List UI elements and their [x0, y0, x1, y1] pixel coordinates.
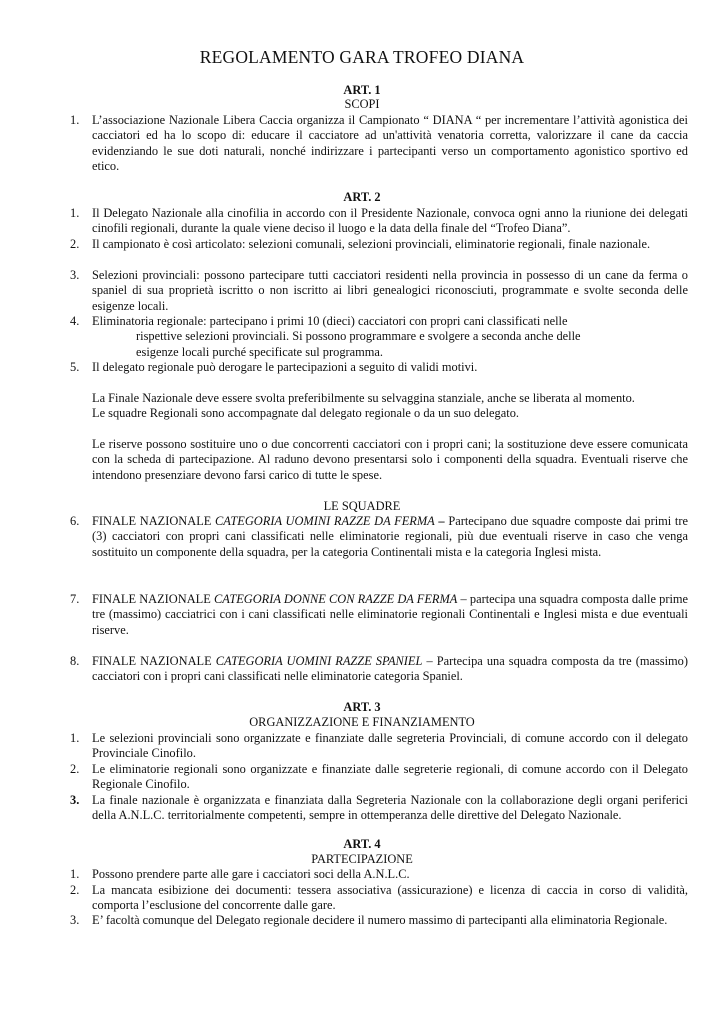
- item-lead: FINALE NAZIONALE: [92, 514, 216, 528]
- item-text: La mancata esibizione dei documenti: tessera associativa (assicurazione) e licenza di caccia in corso di validità, comporta l’esclusione del concorrente dalle gare.: [92, 883, 688, 913]
- art2-paragraph-riserve: Le riserve possono sostituire uno o due concorrenti cacciatori con i propri cani; la sostituzione deve essere comunicata con la scheda di partecipazione. Al raduno devono presentarsi solo i componenti della squadra. Eventuali riserve che intendono presenziare devono farsi carico di tutte le spese.: [92, 437, 688, 482]
- item-text: Il delegato regionale può derogare le partecipazioni a seguito di validi motivi.: [92, 360, 478, 374]
- art4-item-2: [70, 883, 688, 914]
- item-number: 3.: [70, 268, 80, 282]
- item-text: Le selezioni provinciali sono organizzate e finanziate dalle segreteria Provinciali, di comune accordo con il delegato Provinciale Cinofilo.: [92, 731, 688, 761]
- art3-heading: ART. 3: [343, 700, 381, 714]
- item-text: [92, 514, 688, 560]
- item-text: La finale nazionale è organizzata e finanziata dalla Segreteria Nazionale con la collaborazione degli organi periferici della A.N.L.C. territorialmente competenti, sempre in ottemperanza delle direttive del Delegato Nazionale.: [92, 793, 688, 823]
- item-number: 2.: [70, 883, 80, 897]
- item-text: [92, 314, 688, 360]
- item-lead: FINALE NAZIONALE: [92, 592, 214, 606]
- item-text-line: Eliminatoria regionale: partecipano i primi 10 (dieci) cacciatori con propri cani classificati nelle: [92, 314, 568, 328]
- item-text-line: rispettive selezioni provinciali. Si possono programmare e svolgere a seconda anche delle: [136, 329, 581, 344]
- item-text-line: esigenze locali purché specificate sul programma.: [136, 344, 384, 359]
- art3-item-3: [70, 793, 688, 824]
- item-text: Le eliminatorie regionali sono organizzate e finanziate dalle segreterie regionali, di comune accordo con il Delegato Regionale Cinofilo.: [92, 762, 688, 792]
- item-number: 8.: [70, 654, 80, 668]
- item-number: 4.: [70, 314, 80, 328]
- item-number: 2.: [70, 237, 80, 251]
- art4-item-1: [70, 867, 688, 882]
- art2-item-3: [70, 268, 688, 314]
- item-text: L’associazione Nazionale Libera Caccia organizza il Campionato “ DIANA “ per incrementare l’attività agonistica dei cacciatori ed ha lo scopo di: educare il cacciatore ad un'attività venatoria corretta, valorizzare il cane da caccia evidenziando le sue doti naturali, nonché indirizzare i partecipanti verso un comportamento agonistico sportivo ed etico.: [92, 113, 688, 174]
- art4-subheading: PARTECIPAZIONE: [311, 852, 413, 866]
- item-rest: Partecipano due squadre composte dai primi tre (3) cacciatori con propri cani classificati nelle eliminatorie regionali, più due eventuali riserve in caso che venga sostituito un componente della squadra, per la categoria Continentali mista e la categoria Inglesi mista.: [92, 514, 688, 559]
- document-title: REGOLAMENTO GARA TROFEO DIANA: [199, 47, 525, 67]
- item-dash: –: [434, 514, 449, 528]
- item-number: 2.: [70, 762, 80, 776]
- item-text: Il Delegato Nazionale alla cinofilia in accordo con il Presidente Nazionale, convoca ogni anno la riunione dei delegati cinofili regionali, durante la quale viene deciso il luogo e la data della finale del “Trofeo Diana”.: [92, 206, 688, 236]
- squadre-heading: LE SQUADRE: [323, 499, 401, 513]
- item-category: CATEGORIA UOMINI RAZZE DA FERMA: [215, 514, 435, 528]
- item-text: [92, 654, 688, 685]
- item-rest: Partecipa una squadra composta da tre (massimo) cacciatori con i propri cani classificati nelle eliminatorie categoria Spaniel.: [92, 654, 688, 684]
- art2-item-4: [70, 314, 688, 360]
- item-dash: –: [422, 654, 437, 668]
- item-category: CATEGORIA DONNE CON RAZZE DA FERMA: [213, 592, 458, 606]
- item-dash: –: [457, 592, 470, 606]
- item-text: Il campionato è così articolato: selezioni comunali, selezioni provinciali, eliminatorie regionali, finale nazionale.: [92, 237, 651, 251]
- art1-heading: ART. 1: [343, 83, 381, 97]
- item-number: 3.: [70, 913, 80, 927]
- item-text: [92, 592, 688, 638]
- item-text: Selezioni provinciali: possono partecipare tutti cacciatori residenti nella provincia in possesso di un cane da ferma o spaniel di sua proprietà iscritto o non iscritto ai libri genealogici riconosciuti, programmate e svolte seconda delle esigenze locali.: [92, 268, 688, 313]
- art2-item-1: [70, 206, 688, 237]
- item-number: 3.: [70, 793, 80, 807]
- item-number: 1.: [70, 731, 80, 745]
- item-number: 7.: [70, 592, 80, 606]
- item-number: 1.: [70, 113, 80, 127]
- art4-heading: ART. 4: [343, 837, 381, 851]
- art2-heading: ART. 2: [343, 190, 381, 204]
- item-number: 1.: [70, 206, 80, 220]
- item-text: E’ facoltà comunque del Delegato regionale decidere il numero massimo di partecipanti alla eliminatoria Regionale.: [92, 913, 668, 927]
- squadre-item-8: [70, 654, 688, 685]
- item-number: 6.: [70, 514, 80, 528]
- art2-item-5: [70, 360, 688, 375]
- art3-subheading: ORGANIZZAZIONE E FINANZIAMENTO: [249, 715, 475, 729]
- paragraph-line: Le squadre Regionali sono accompagnate dal delegato regionale o da un suo delegato.: [92, 406, 519, 421]
- art1-item-1: [70, 113, 688, 175]
- item-lead: FINALE NAZIONALE: [92, 654, 216, 668]
- art2-item-2: [70, 237, 688, 252]
- art3-item-2: [70, 762, 688, 793]
- art1-subheading: SCOPI: [344, 97, 380, 111]
- art3-item-1: [70, 731, 688, 762]
- item-text: Possono prendere parte alle gare i cacciatori soci della A.N.L.C.: [92, 867, 410, 881]
- art4-item-3: [70, 913, 688, 928]
- item-category: CATEGORIA UOMINI RAZZE SPANIEL: [215, 654, 423, 668]
- item-rest: partecipa una squadra composta dalle prime tre (massimo) cacciatrici con i cani classificati nelle eliminatorie regionali Continentali e Inglesi mista e due eventuali riserve.: [92, 592, 689, 637]
- item-number: 1.: [70, 867, 80, 881]
- paragraph-line: La Finale Nazionale deve essere svolta preferibilmente su selvaggina stanziale, anche se liberata al momento.: [92, 391, 635, 405]
- art2-paragraph-finale: [92, 391, 688, 422]
- item-number: 5.: [70, 360, 80, 374]
- squadre-item-6: [70, 514, 688, 560]
- squadre-item-7: [70, 592, 688, 638]
